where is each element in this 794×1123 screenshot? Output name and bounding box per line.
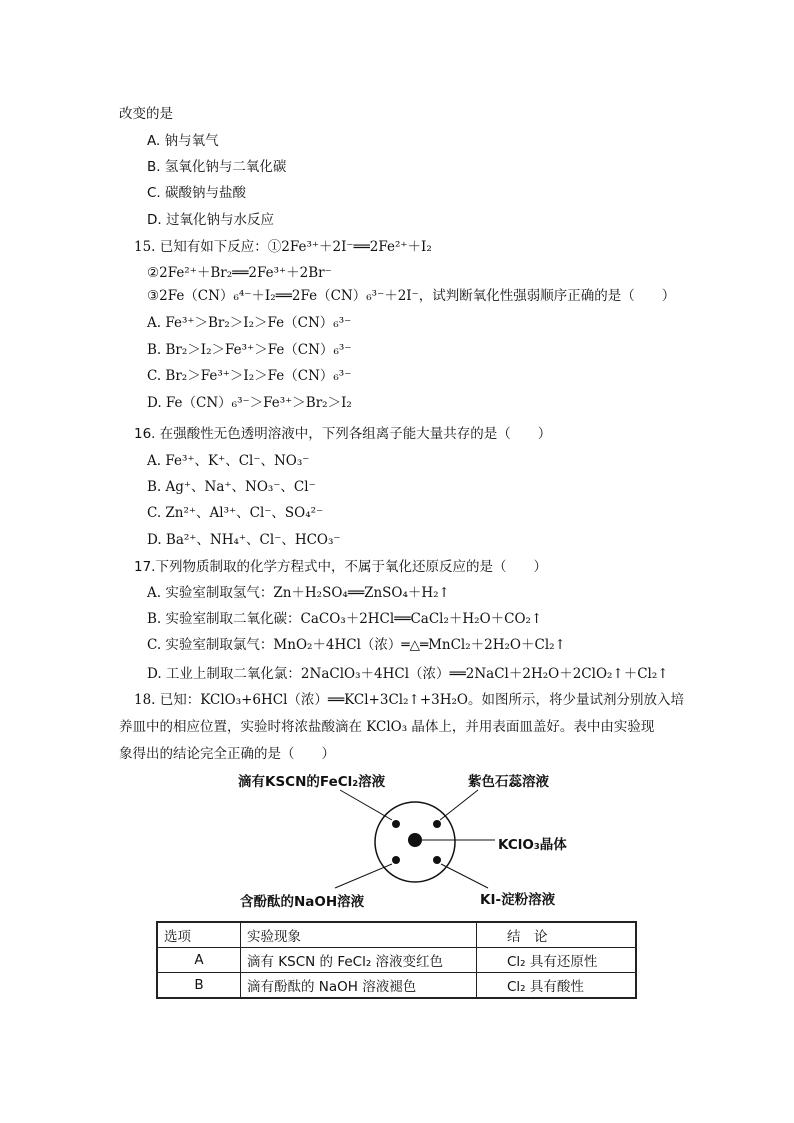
table-row (157, 973, 636, 999)
cell-phenomenon: 滴有酚酞的 NaOH 溶液褪色 (241, 973, 477, 999)
header-conclusion: 结 论 (477, 922, 637, 948)
table-header-row (157, 922, 636, 948)
question-17: 17.下列物质制取的化学方程式中，不属于氧化还原反应的是（ ） (134, 559, 547, 575)
option-a: A. Fe³⁺＞Br₂＞I₂＞Fe（CN）₆³⁻ (147, 315, 352, 331)
option-a: A. 钠与氧气 (147, 133, 219, 149)
reaction-3: ③2Fe（CN）₆⁴⁻＋I₂══2Fe（CN）₆³⁻＋2I⁻，试判断氧化性强弱顺序正确的是（ ） (147, 288, 676, 304)
cell-option: A (157, 948, 241, 973)
option-c: C. Br₂＞Fe³⁺＞I₂＞Fe（CN）₆³⁻ (147, 368, 352, 384)
header-option: 选项 (157, 922, 241, 948)
option-c: C. Zn²⁺、Al³⁺、Cl⁻、SO₄²⁻ (147, 505, 324, 521)
center-drop-kclo3 (408, 833, 422, 847)
cell-conclusion: Cl₂ 具有酸性 (477, 973, 637, 999)
label-kclo3: KClO₃晶体 (498, 837, 567, 853)
option-c: C. 碳酸钠与盐酸 (147, 185, 247, 201)
header-phenomenon: 实验现象 (241, 922, 477, 948)
reaction-2: ②2Fe²⁺＋Br₂══2Fe³⁺＋2Br⁻ (147, 265, 332, 281)
option-c: C. 实验室制取氯气：MnO₂＋4HCl（浓）═△═MnCl₂＋2H₂O＋Cl₂↑ (147, 637, 566, 653)
option-b: B. Br₂＞I₂＞Fe³⁺＞Fe（CN）₆³⁻ (147, 342, 352, 358)
option-d: D. 过氧化钠与水反应 (147, 212, 274, 228)
option-a: A. 实验室制取氢气：Zn＋H₂SO₄══ZnSO₄＋H₂↑ (147, 585, 450, 601)
drop-bottom-right (433, 856, 441, 864)
label-kscn-fecl2: 滴有KSCN的FeCl₂溶液 (238, 774, 386, 790)
question-16: 16. 在强酸性无色透明溶液中，下列各组离子能大量共存的是（ ） (134, 426, 552, 442)
table-row (157, 948, 636, 973)
option-a: A. Fe³⁺、K⁺、Cl⁻、NO₃⁻ (147, 453, 310, 469)
question-18-line3: 象得出的结论完全正确的是（ ） (119, 746, 335, 762)
results-table (156, 921, 637, 999)
leader-bottom-right (441, 864, 488, 888)
drop-bottom-left (392, 856, 400, 864)
drop-top-right (433, 820, 441, 828)
cell-option: B (157, 973, 241, 999)
leader-bottom-left (335, 864, 392, 888)
label-ki-starch: KI-淀粉溶液 (480, 892, 556, 908)
option-d: D. Ba²⁺、NH₄⁺、Cl⁻、HCO₃⁻ (147, 532, 341, 548)
label-naoh-phenolphthalein: 含酚酞的NaOH溶液 (240, 894, 365, 910)
option-b: B. Ag⁺、Na⁺、NO₃⁻、Cl⁻ (147, 479, 316, 495)
cell-phenomenon: 滴有 KSCN 的 FeCl₂ 溶液变红色 (241, 948, 477, 973)
leader-top-right (440, 790, 478, 820)
cell-conclusion: Cl₂ 具有还原性 (477, 948, 637, 973)
option-d: D. 工业上制取二氧化氯：2NaClO₃＋4HCl（浓）══2NaCl＋2H₂O＋2ClO₂↑＋Cl₂↑ (147, 666, 669, 682)
option-b: B. 实验室制取二氧化碳：CaCO₃＋2HCl══CaCl₂＋H₂O＋CO₂↑ (147, 611, 543, 627)
text-line: 改变的是 (119, 106, 173, 122)
question-18: 18. 已知：KClO₃+6HCl（浓）══KCl+3Cl₂↑+3H₂O。如图所示，将少量试剂分别放入培 (134, 692, 684, 708)
label-litmus: 紫色石蕊溶液 (468, 774, 549, 790)
option-d: D. Fe（CN）₆³⁻＞Fe³⁺＞Br₂＞I₂ (147, 395, 352, 411)
option-b: B. 氢氧化钠与二氧化碳 (147, 159, 287, 175)
question-18-line2: 养皿中的相应位置，实验时将浓盐酸滴在 KClO₃ 晶体上，并用表面皿盖好。表中由实验现 (119, 719, 655, 735)
question-15: 15. 已知有如下反应：①2Fe³⁺＋2I⁻══2Fe²⁺＋I₂ (134, 239, 432, 255)
drop-top-left (392, 820, 400, 828)
leader-top-left (340, 790, 392, 820)
